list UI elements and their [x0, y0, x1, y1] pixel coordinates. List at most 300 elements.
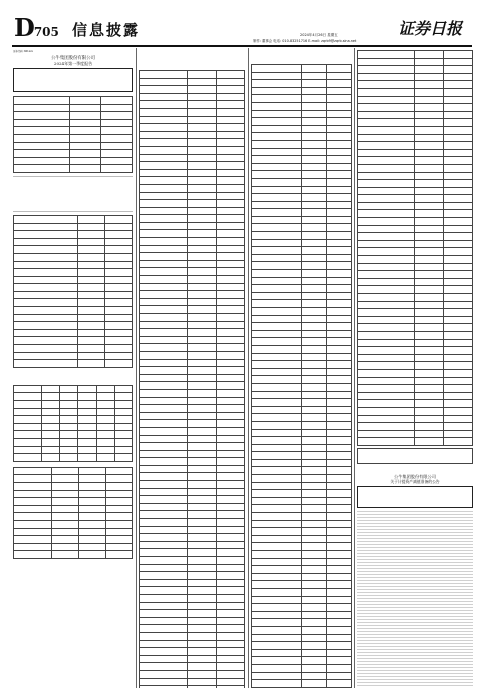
table-row — [252, 292, 352, 300]
table-cell — [140, 625, 188, 633]
table-cell — [101, 150, 133, 158]
table-cell — [51, 551, 78, 559]
table-row — [252, 156, 352, 164]
table-cell — [188, 412, 216, 420]
table-cell — [302, 497, 327, 505]
table-cell — [140, 579, 188, 587]
table-row — [358, 339, 473, 347]
table-row — [252, 528, 352, 536]
table-cell — [216, 579, 244, 587]
table-row — [252, 437, 352, 445]
table-cell — [252, 247, 302, 255]
table-cell — [14, 482, 52, 490]
table-cell — [188, 534, 216, 542]
table-cell — [252, 72, 302, 80]
table-cell — [140, 481, 188, 489]
table-cell — [78, 498, 105, 506]
table-cell — [216, 427, 244, 435]
table-row — [140, 420, 245, 428]
table-cell — [358, 301, 415, 309]
table-cell — [216, 648, 244, 656]
table-row — [14, 385, 133, 393]
table-cell — [51, 482, 78, 490]
shareholder-table-2 — [13, 467, 133, 559]
table-cell — [14, 401, 42, 409]
table-cell — [216, 587, 244, 595]
table-cell — [96, 446, 114, 454]
table-cell — [140, 336, 188, 344]
table-cell — [302, 163, 327, 171]
table-cell — [327, 611, 352, 619]
table-cell — [188, 154, 216, 162]
table-cell — [188, 686, 216, 688]
table-row — [14, 142, 133, 150]
table-cell — [302, 140, 327, 148]
table-cell — [327, 239, 352, 247]
table-cell — [140, 488, 188, 496]
table-cell — [188, 177, 216, 185]
table-row — [358, 126, 473, 134]
table-cell — [140, 192, 188, 200]
table-cell — [252, 535, 302, 543]
table-cell — [327, 566, 352, 574]
table-cell — [252, 505, 302, 513]
table-cell — [78, 446, 96, 454]
table-cell — [415, 88, 444, 96]
table-cell — [252, 642, 302, 650]
table-row — [140, 389, 245, 397]
table-cell — [302, 490, 327, 498]
table-cell — [140, 686, 188, 688]
table-cell — [105, 467, 132, 475]
table-cell — [252, 421, 302, 429]
table-cell — [252, 163, 302, 171]
table-cell — [140, 245, 188, 253]
table-cell — [188, 648, 216, 656]
table-cell — [14, 513, 52, 521]
table-cell — [415, 354, 444, 362]
table-cell — [188, 230, 216, 238]
table-cell — [51, 520, 78, 528]
report-title: 2024年第一季度报告 — [53, 61, 93, 66]
table-cell — [140, 549, 188, 557]
table-cell — [327, 156, 352, 164]
body-text — [251, 50, 352, 64]
table-cell — [358, 316, 415, 324]
table-cell — [327, 596, 352, 604]
table-cell — [216, 329, 244, 337]
table-cell — [216, 496, 244, 504]
table-cell — [302, 444, 327, 452]
stock-code-line: 证券代码: 601xxx — [13, 50, 33, 53]
table-row — [252, 399, 352, 407]
table-cell — [302, 80, 327, 88]
table-cell — [252, 156, 302, 164]
table-cell — [114, 446, 132, 454]
table-cell — [188, 427, 216, 435]
table-cell — [188, 169, 216, 177]
table-cell — [444, 385, 473, 393]
table-cell — [101, 157, 133, 165]
table-cell — [302, 588, 327, 596]
table-cell — [415, 256, 444, 264]
table-cell — [188, 389, 216, 397]
table-row — [358, 142, 473, 150]
table-row — [140, 71, 245, 79]
table-cell — [216, 200, 244, 208]
table-cell — [77, 352, 105, 360]
table-cell — [358, 430, 415, 438]
table-cell — [252, 611, 302, 619]
table-cell — [140, 473, 188, 481]
table-cell — [358, 240, 415, 248]
table-row — [252, 148, 352, 156]
column-3 — [251, 48, 352, 688]
table-cell — [327, 687, 352, 688]
table-row — [14, 438, 133, 446]
table-cell — [302, 664, 327, 672]
table-cell — [78, 475, 105, 483]
table-row — [252, 247, 352, 255]
table-cell — [444, 263, 473, 271]
table-cell — [105, 513, 132, 521]
table-row — [252, 482, 352, 490]
table-cell — [302, 467, 327, 475]
table-cell — [302, 102, 327, 110]
table-cell — [252, 308, 302, 316]
table-cell — [96, 385, 114, 393]
table-cell — [140, 572, 188, 580]
table-cell — [302, 178, 327, 186]
table-cell — [327, 490, 352, 498]
table-row — [14, 536, 133, 544]
table-cell — [327, 421, 352, 429]
table-cell — [444, 423, 473, 431]
table-cell — [327, 338, 352, 346]
table-cell — [252, 596, 302, 604]
table-row — [252, 490, 352, 498]
table-cell — [77, 246, 105, 254]
table-row — [140, 260, 245, 268]
table-cell — [415, 187, 444, 195]
table-cell — [327, 543, 352, 551]
table-cell — [302, 551, 327, 559]
table-row — [252, 140, 352, 148]
table-row — [252, 642, 352, 650]
table-cell — [358, 392, 415, 400]
table-row — [252, 383, 352, 391]
table-cell — [358, 142, 415, 150]
table-cell — [302, 232, 327, 240]
table-row — [358, 157, 473, 165]
table-cell — [415, 210, 444, 218]
table-row — [140, 306, 245, 314]
table-cell — [444, 119, 473, 127]
table-row — [14, 276, 133, 284]
table-cell — [77, 261, 105, 269]
table-cell — [358, 271, 415, 279]
table-cell — [252, 414, 302, 422]
table-row — [358, 385, 473, 393]
table-row — [140, 541, 245, 549]
table-cell — [252, 566, 302, 574]
table-cell — [415, 58, 444, 66]
table-cell — [327, 475, 352, 483]
table-cell — [105, 345, 133, 353]
table-cell — [327, 383, 352, 391]
table-row — [14, 253, 133, 261]
table-cell — [216, 169, 244, 177]
table-row — [358, 331, 473, 339]
table-cell — [140, 617, 188, 625]
table-cell — [302, 110, 327, 118]
table-cell — [415, 331, 444, 339]
table-cell — [114, 401, 132, 409]
table-cell — [327, 406, 352, 414]
table-cell — [252, 467, 302, 475]
body-text — [139, 50, 245, 70]
table-cell — [188, 139, 216, 147]
table-cell — [415, 347, 444, 355]
table-row — [140, 587, 245, 595]
table-cell — [14, 337, 78, 345]
table-cell — [78, 438, 96, 446]
table-cell — [140, 207, 188, 215]
table-cell — [101, 165, 133, 173]
table-cell — [140, 602, 188, 610]
table-cell — [188, 670, 216, 678]
table-cell — [302, 383, 327, 391]
table-cell — [188, 86, 216, 94]
table-row — [252, 444, 352, 452]
table-row — [14, 104, 133, 112]
table-cell — [252, 368, 302, 376]
table-cell — [252, 376, 302, 384]
table-cell — [302, 338, 327, 346]
table-cell — [216, 503, 244, 511]
table-cell — [42, 416, 60, 424]
table-row — [140, 162, 245, 170]
table-cell — [415, 149, 444, 157]
table-cell — [114, 416, 132, 424]
table-cell — [105, 291, 133, 299]
masthead — [0, 0, 484, 44]
table-cell — [302, 315, 327, 323]
table-cell — [140, 632, 188, 640]
table-cell — [327, 414, 352, 422]
table-row — [358, 51, 473, 59]
table-row — [140, 314, 245, 322]
table-cell — [327, 95, 352, 103]
table-cell — [302, 558, 327, 566]
table-cell — [302, 535, 327, 543]
table-cell — [140, 298, 188, 306]
table-cell — [188, 511, 216, 519]
table-cell — [415, 263, 444, 271]
table-cell — [302, 421, 327, 429]
table-row — [358, 218, 473, 226]
table-cell — [302, 566, 327, 574]
table-cell — [252, 452, 302, 460]
table-cell — [105, 329, 133, 337]
table-cell — [358, 96, 415, 104]
table-row — [140, 93, 245, 101]
table-cell — [51, 490, 78, 498]
table-row — [358, 309, 473, 317]
table-cell — [140, 526, 188, 534]
table-cell — [42, 385, 60, 393]
table-cell — [188, 579, 216, 587]
table-cell — [60, 454, 78, 462]
table-row — [140, 625, 245, 633]
table-cell — [14, 112, 70, 120]
table-cell — [140, 215, 188, 223]
table-cell — [252, 95, 302, 103]
table-row — [252, 459, 352, 467]
table-row — [252, 65, 352, 73]
table-cell — [216, 367, 244, 375]
table-cell — [444, 126, 473, 134]
table-cell — [252, 102, 302, 110]
table-row — [252, 551, 352, 559]
table-cell — [302, 285, 327, 293]
table-cell — [96, 454, 114, 462]
table-row — [140, 678, 245, 686]
table-cell — [444, 66, 473, 74]
table-cell — [77, 299, 105, 307]
table-cell — [96, 423, 114, 431]
table-cell — [327, 368, 352, 376]
table-cell — [358, 256, 415, 264]
table-cell — [415, 119, 444, 127]
table-cell — [327, 634, 352, 642]
table-cell — [302, 308, 327, 316]
table-row — [252, 186, 352, 194]
table-row — [252, 118, 352, 126]
table-cell — [60, 438, 78, 446]
table-cell — [14, 416, 42, 424]
table-cell — [444, 438, 473, 446]
table-cell — [78, 482, 105, 490]
table-cell — [252, 482, 302, 490]
table-cell — [140, 412, 188, 420]
table-cell — [188, 443, 216, 451]
table-cell — [140, 314, 188, 322]
table-cell — [216, 602, 244, 610]
table-cell — [96, 408, 114, 416]
table-cell — [216, 488, 244, 496]
table-cell — [252, 65, 302, 73]
table-cell — [358, 81, 415, 89]
table-cell — [327, 163, 352, 171]
table-cell — [140, 670, 188, 678]
table-cell — [105, 231, 133, 239]
table-cell — [14, 284, 78, 292]
table-cell — [78, 551, 105, 559]
table-row — [358, 88, 473, 96]
table-cell — [96, 416, 114, 424]
table-cell — [358, 149, 415, 157]
table-cell — [358, 362, 415, 370]
table-cell — [105, 284, 133, 292]
page-number-digits: 705 — [33, 25, 59, 39]
table-cell — [216, 101, 244, 109]
table-cell — [216, 519, 244, 527]
table-cell — [444, 415, 473, 423]
table-cell — [188, 503, 216, 511]
table-cell — [415, 111, 444, 119]
table-cell — [327, 201, 352, 209]
table-cell — [444, 331, 473, 339]
table-cell — [188, 131, 216, 139]
table-row — [252, 330, 352, 338]
table-row — [140, 397, 245, 405]
table-cell — [252, 353, 302, 361]
table-cell — [77, 291, 105, 299]
table-cell — [444, 324, 473, 332]
table-cell — [188, 298, 216, 306]
table-cell — [140, 238, 188, 246]
table-cell — [101, 119, 133, 127]
table-cell — [188, 450, 216, 458]
table-cell — [216, 443, 244, 451]
table-row — [252, 505, 352, 513]
table-cell — [252, 573, 302, 581]
table-cell — [358, 73, 415, 81]
table-row — [140, 238, 245, 246]
table-cell — [302, 482, 327, 490]
table-row — [358, 240, 473, 248]
table-cell — [188, 557, 216, 565]
table-cell — [42, 423, 60, 431]
table-row — [14, 467, 133, 475]
table-cell — [216, 670, 244, 678]
table-row — [252, 619, 352, 627]
table-cell — [444, 202, 473, 210]
table-row — [140, 488, 245, 496]
table-cell — [78, 536, 105, 544]
table-row — [252, 133, 352, 141]
table-cell — [188, 420, 216, 428]
table-row — [140, 321, 245, 329]
table-row — [252, 353, 352, 361]
table-cell — [415, 286, 444, 294]
table-cell — [415, 301, 444, 309]
table-cell — [14, 408, 42, 416]
table-cell — [140, 610, 188, 618]
table-row — [14, 408, 133, 416]
table-cell — [302, 262, 327, 270]
table-row — [358, 400, 473, 408]
table-cell — [60, 416, 78, 424]
table-cell — [140, 154, 188, 162]
table-cell — [252, 323, 302, 331]
table-row — [140, 450, 245, 458]
table-cell — [216, 215, 244, 223]
table-cell — [415, 248, 444, 256]
table-row — [358, 58, 473, 66]
table-cell — [327, 497, 352, 505]
table-cell — [14, 165, 70, 173]
table-cell — [140, 465, 188, 473]
table-cell — [140, 389, 188, 397]
shareholder-table — [13, 385, 133, 462]
table-cell — [327, 247, 352, 255]
table-cell — [415, 278, 444, 286]
table-cell — [105, 528, 132, 536]
table-cell — [444, 286, 473, 294]
table-cell — [302, 452, 327, 460]
